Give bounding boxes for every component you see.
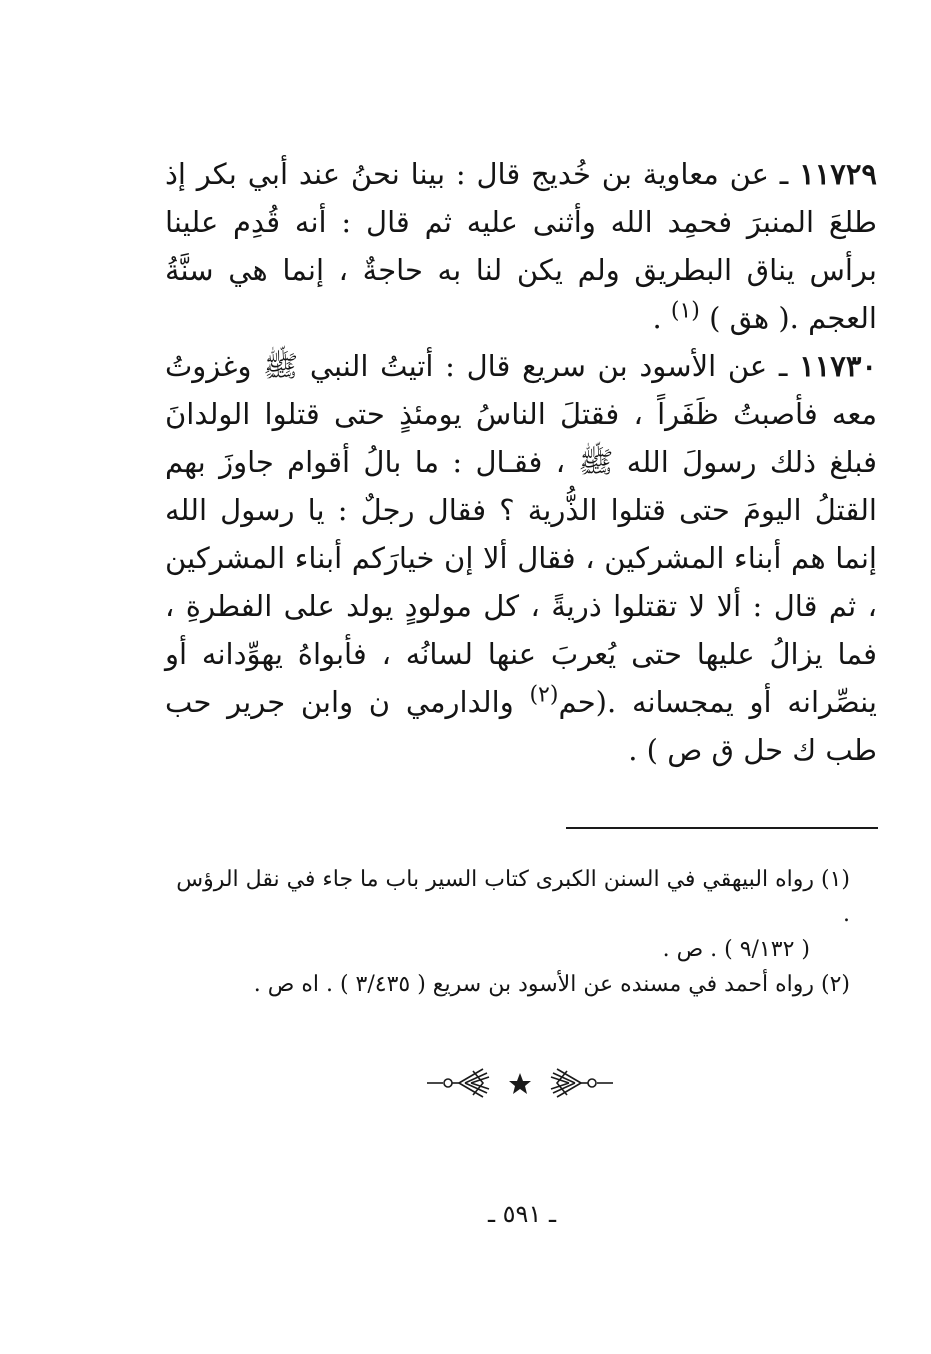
footnotes xyxy=(175,862,850,1002)
footnote-separator xyxy=(566,827,878,829)
hadith-text-end: . xyxy=(652,301,671,335)
floral-star-ornament-icon xyxy=(425,1063,615,1103)
footnote-2-line-1: (٢) رواه أحمد في مسنده عن الأسود بن سريع ( ٣/٤٣٥ ) . اه ص . xyxy=(253,972,850,997)
footnote-reference[interactable]: (٢) xyxy=(529,682,559,708)
footnote-2 xyxy=(175,967,850,1002)
hadith-text: ـ عن معاوية بن خُديج قال : بينا نحنُ عند أبي بكر إذ طلعَ المنبرَ فحمِد الله وأثنى عليه ثم قال : أنه قُدِم علينا برأس يناق البطريق ولم يكن لنا به حاجةٌ ، إنما هي سنَّةُ العجم .( هق ) xyxy=(165,157,877,335)
hadith-number: ١١٧٢٩ xyxy=(799,157,877,191)
hadith-text: ـ عن الأسود بن سريع قال : أتيتُ النبي ﷺ وغزوتُ معه فأصبتُ ظَفَراً ، فقتلَ الناسُ يومئذٍ حتى قتلوا الولدانَ فبلغ ذلك رسولَ الله ﷺ ، فقـال : ما بالُ أقوام جاوزَ بهم القتلُ اليومَ حتى قتلوا الذُّرية ؟ فقال رجلٌ : يا رسول الله إنما هم أبناء المشركين ، فقال ألا إن خيارَكم أبناء المشركين ، ثم قال : ألا لا تقتلوا ذريةً ، كل مولودٍ يولد على الفطرةِ ، فما يزالُ عليها حتى يُعربَ عنها لسانُه ، فأبواهُ يهوِّدانه أو ينصِّرانه أو يمجسانه .(حم xyxy=(165,349,877,719)
hadith-11730 xyxy=(165,342,877,774)
footnote-reference[interactable]: (١) xyxy=(670,298,700,324)
page-number: ـ ٥٩١ ـ xyxy=(487,1200,556,1228)
hadith-11729 xyxy=(165,150,877,342)
footnote-1-line-2: ( ٩/١٣٢ ) . ص . xyxy=(662,937,810,962)
hadith-text-end: والدارمي ن وابن جرير حب طب ك حل ق ص ) . xyxy=(165,685,877,767)
footnote-1-line-1: (١) رواه البيهقي في السنن الكبرى كتاب السير باب ما جاء في نقل الرؤس . xyxy=(176,867,850,927)
footnote-1 xyxy=(175,862,850,967)
hadith-number: ١١٧٣٠ xyxy=(799,349,877,383)
